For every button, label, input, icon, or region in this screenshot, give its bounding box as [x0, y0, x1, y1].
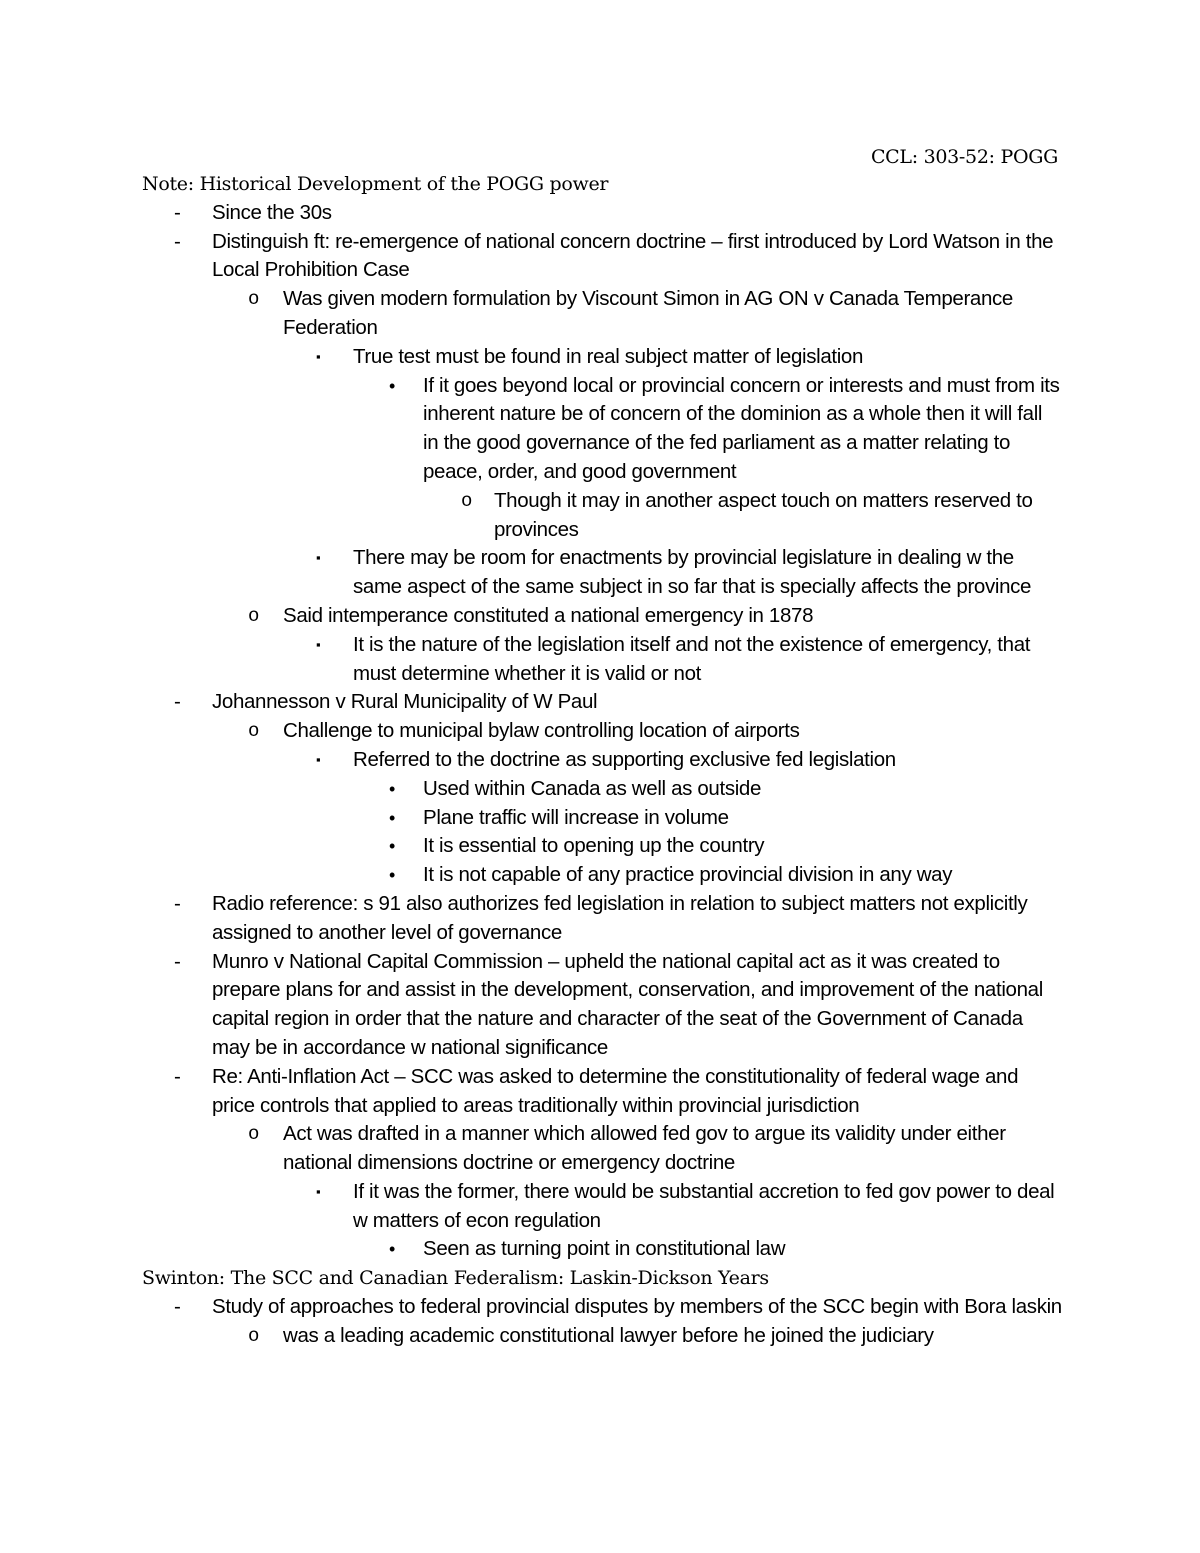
list-item-text: Munro v National Capital Commission – upheld the national capital act as it was created to prepare plans for and assist in the development, conservation, and improvement of the national capital region in order that the nature and character of the seat of the Government of Canada may be in accordance w national significance [212, 949, 1043, 1059]
dot-bullet-icon: • [389, 865, 395, 886]
square-bullet-icon: ▪ [316, 1183, 321, 1199]
list-item-text: Act was drafted in a manner which allowed fed gov to argue its validity under either national dimensions doctrine or emergency doctrine [283, 1122, 1006, 1175]
square-bullet-icon: ▪ [316, 751, 321, 767]
dash-marker: - [174, 690, 181, 714]
list-item [142, 1235, 1062, 1264]
circle-bullet-icon: o [248, 1123, 260, 1146]
list-item-text: Distinguish ft: re-emergence of national concern doctrine – first introduced by Lord Watson in the Local Prohibition Case [212, 229, 1054, 282]
list-item-text: If it was the former, there would be substantial accretion to fed gov power to deal w matters of econ regulation [353, 1179, 1055, 1232]
list-item-text: It is not capable of any practice provincial division in any way [423, 863, 953, 887]
list-item [142, 343, 1062, 372]
square-bullet-icon: ▪ [316, 550, 321, 566]
list-item-text: Radio reference: s 91 also authorizes fed legislation in relation to subject matters not explicitly assigned to another level of governance [212, 891, 1028, 944]
list-item-text: It is essential to opening up the country [423, 834, 765, 858]
list-item [142, 228, 1062, 286]
list-item [142, 1063, 1062, 1121]
dot-bullet-icon: • [389, 778, 395, 799]
list-item [142, 285, 1062, 343]
circle-bullet-icon: o [461, 489, 473, 512]
list-item [142, 890, 1062, 948]
list-item-text: Though it may in another aspect touch on matters reserved to provinces [494, 488, 1033, 541]
list-item-text: Said intemperance constituted a national emergency in 1878 [283, 603, 814, 627]
section-heading-swinton: Swinton: The SCC and Canadian Federalism: Laskin-Dickson Years [142, 1267, 769, 1290]
list-item [142, 1178, 1062, 1236]
notes-content [142, 170, 1062, 1351]
circle-bullet-icon: o [248, 720, 260, 743]
dot-bullet-icon: • [389, 836, 395, 857]
list-item [142, 1120, 1062, 1178]
dash-marker: - [174, 229, 181, 253]
list-item [142, 372, 1062, 487]
list-item-text: Study of approaches to federal provincial disputes by members of the SCC begin with Bora laskin [212, 1295, 1062, 1319]
list-item [142, 688, 1062, 717]
dot-bullet-icon: • [389, 807, 395, 828]
dash-marker: - [174, 1064, 181, 1088]
list-item-text: Plane traffic will increase in volume [423, 805, 729, 829]
list-item-text: True test must be found in real subject matter of legislation [353, 344, 864, 368]
list-item [142, 199, 1062, 228]
list-item-text: Challenge to municipal bylaw controlling location of airports [283, 719, 800, 743]
dot-bullet-icon: • [389, 375, 395, 396]
list-item [142, 631, 1062, 689]
dash-marker: - [174, 891, 181, 915]
list-item [142, 717, 1062, 746]
list-item-text: Seen as turning point in constitutional law [423, 1237, 786, 1261]
square-bullet-icon: ▪ [316, 636, 321, 652]
list-item [142, 1322, 1062, 1351]
list-item [142, 948, 1062, 1063]
course-code-header: CCL: 303-52: POGG [870, 146, 1058, 168]
section-heading-historical-development: Note: Historical Development of the POGG power [142, 173, 609, 195]
list-item [142, 487, 1062, 545]
list-item [142, 544, 1062, 602]
list-item [142, 1293, 1062, 1322]
square-bullet-icon: ▪ [316, 348, 321, 364]
list-item [142, 832, 1062, 861]
list-item-text: There may be room for enactments by provincial legislature in dealing w the same aspect of the same subject in so far that is specially affects the province [353, 546, 1032, 599]
dot-bullet-icon: • [389, 1239, 395, 1260]
list-item-text: Used within Canada as well as outside [423, 776, 762, 800]
list-item [142, 861, 1062, 890]
list-item-text: Johannesson v Rural Municipality of W Paul [212, 690, 598, 714]
list-item-text: It is the nature of the legislation itself and not the existence of emergency, that must determine whether it is valid or not [353, 632, 1031, 685]
list-item [142, 602, 1062, 631]
list-item [142, 775, 1062, 804]
dash-marker: - [174, 1295, 181, 1319]
list-item-text: Since the 30s [212, 200, 332, 224]
dash-marker: - [174, 949, 181, 973]
list-item [142, 746, 1062, 775]
list-item [142, 804, 1062, 833]
dash-marker: - [174, 200, 181, 224]
list-item-text: Referred to the doctrine as supporting exclusive fed legislation [353, 747, 896, 771]
list-item-text: was a leading academic constitutional lawyer before he joined the judiciary [283, 1323, 934, 1347]
list-item-text: Was given modern formulation by Viscount Simon in AG ON v Canada Temperance Federation [283, 287, 1013, 339]
circle-bullet-icon: o [248, 1324, 260, 1347]
list-item-text: If it goes beyond local or provincial concern or interests and must from its inherent nature be of concern of the dominion as a whole then it will fall in the good governance of the fed parliament as a matter relating to peace, order, and good government [423, 373, 1060, 483]
circle-bullet-icon: o [248, 288, 260, 311]
list-item-text: Re: Anti-Inflation Act – SCC was asked to determine the constitutionality of federal wage and price controls that applied to areas traditionally within provincial jurisdiction [212, 1064, 1019, 1117]
circle-bullet-icon: o [248, 604, 260, 627]
